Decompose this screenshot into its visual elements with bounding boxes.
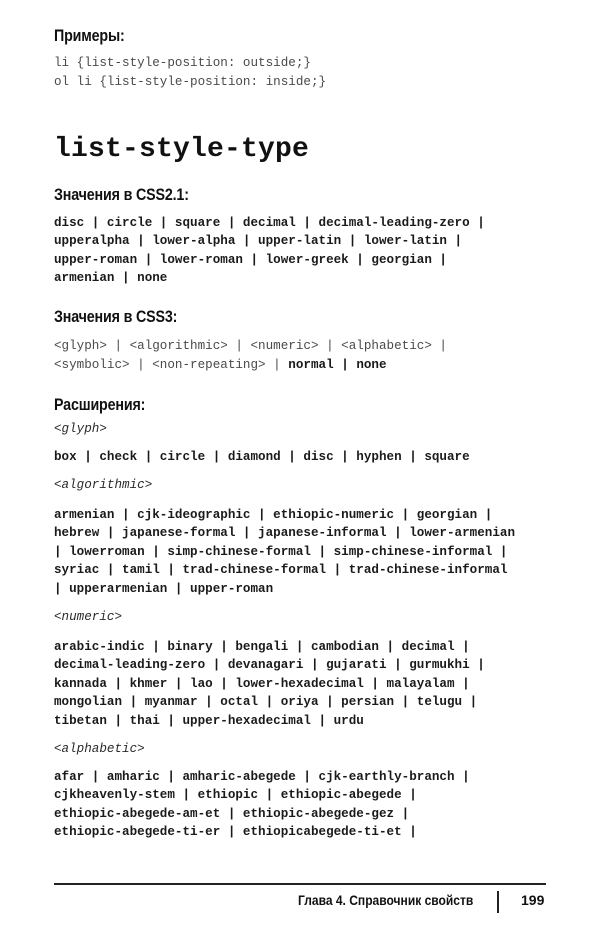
algorithmic-label: <algorithmic>	[54, 478, 153, 492]
css3-values	[54, 337, 447, 374]
numeric-label: <numeric>	[54, 610, 123, 624]
footer-rule	[54, 883, 546, 885]
alphabetic-label: <alphabetic>	[54, 742, 145, 756]
values-line: arabic-indic | binary | bengali | cambodian | decimal |	[54, 640, 470, 654]
examples-heading: Примеры:	[54, 26, 125, 45]
values-line: decimal-leading-zero | devanagari | gujarati | gurmukhi |	[54, 658, 485, 673]
values-line: | upperarmenian | upper-roman	[54, 581, 274, 596]
values-line	[54, 356, 447, 375]
values-line: | lowerroman | simp-chinese-formal | simp-chinese-informal |	[54, 544, 508, 559]
values-line: syriac | tamil | trad-chinese-formal | trad-chinese-informal	[54, 563, 508, 578]
css3-heading: Значения в CSS3:	[54, 307, 178, 326]
css21-values	[54, 214, 485, 288]
values-line: armenian | none	[54, 271, 168, 286]
values-line: mongolian | myanmar | octal | oriya | persian | telugu |	[54, 695, 478, 710]
values-line: cjkheavenly-stem | ethiopic | ethiopic-abegede |	[54, 788, 417, 803]
glyph-label: <glyph>	[54, 422, 107, 436]
values-line: upperalpha | lower-alpha | upper-latin | lower-latin |	[54, 234, 463, 249]
values-line: ethiopic-abegede-am-et | ethiopic-abegede-gez |	[54, 806, 410, 821]
footer-separator	[497, 891, 499, 913]
values-line: upper-roman | lower-roman | lower-greek | georgian |	[54, 252, 447, 267]
values-line: ethiopic-abegede-ti-er | ethiopicabegede-ti-et |	[54, 825, 417, 840]
page-number: 199	[521, 892, 545, 908]
property-title: list-style-type	[54, 134, 310, 165]
glyph-values	[54, 448, 470, 466]
extensions-heading: Расширения:	[54, 395, 146, 414]
values-light-part: <symbolic> | <non-repeating> |	[54, 357, 289, 372]
values-line: <glyph> | <algorithmic> | <numeric> | <alphabetic> |	[54, 339, 447, 353]
values-line: box | check | circle | diamond | disc | hyphen | square	[54, 450, 470, 464]
chapter-title: Глава 4. Справочник свойств	[298, 892, 474, 908]
alphabetic-values	[54, 768, 470, 842]
css21-heading: Значения в CSS2.1:	[54, 185, 189, 204]
values-line: afar | amharic | amharic-abegede | cjk-earthly-branch |	[54, 770, 470, 784]
values-line: disc | circle | square | decimal | decimal-leading-zero |	[54, 216, 485, 230]
values-line: armenian | cjk-ideographic | ethiopic-numeric | georgian |	[54, 508, 493, 522]
algorithmic-values	[54, 506, 515, 598]
example-line: li {list-style-position: outside;}	[54, 56, 311, 70]
values-line: hebrew | japanese-formal | japanese-informal | lower-armenian	[54, 526, 516, 541]
values-bold-part: normal | none	[288, 357, 387, 372]
values-line: kannada | khmer | lao | lower-hexadecimal | malayalam |	[54, 676, 470, 691]
values-line: tibetan | thai | upper-hexadecimal | urdu	[54, 713, 364, 728]
example-line: ol li {list-style-position: inside;}	[54, 74, 327, 89]
numeric-values	[54, 638, 485, 730]
example-code-block	[54, 54, 326, 91]
